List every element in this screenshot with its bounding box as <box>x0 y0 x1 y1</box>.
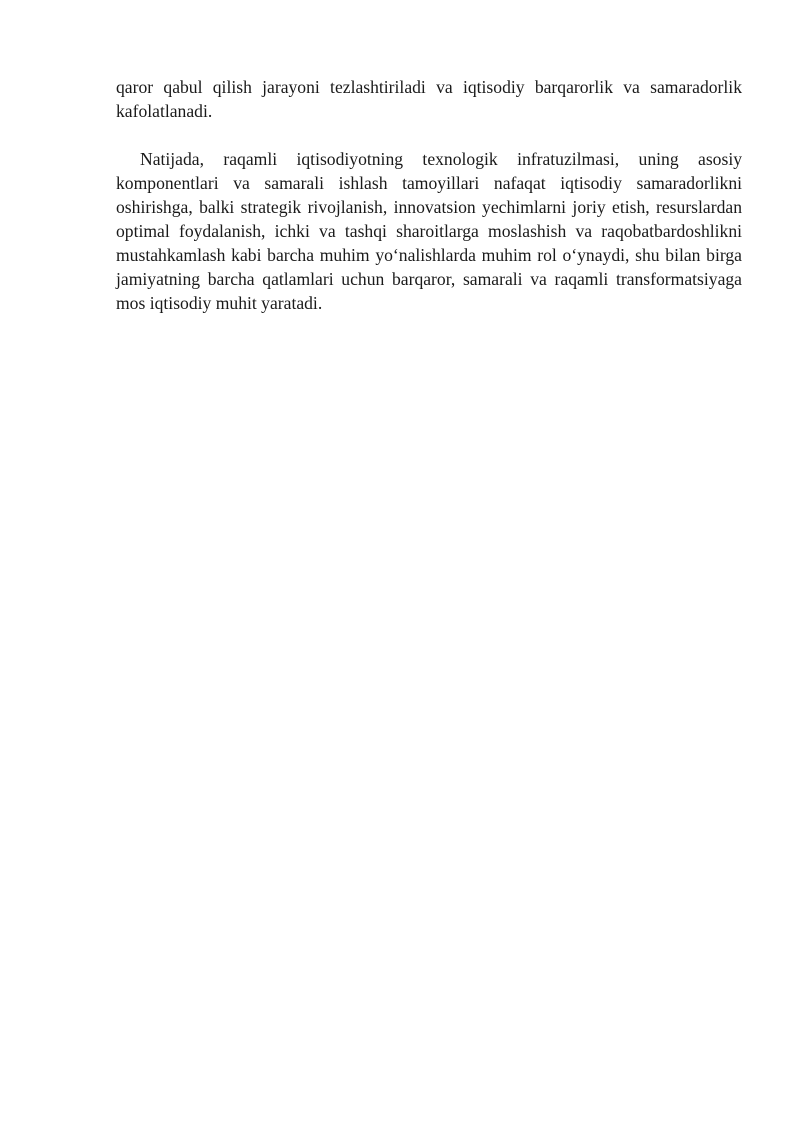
paragraph-continuation: qaror qabul qilish jarayoni tezlashtiriladi va iqtisodiy barqarorlik va samaradorlik kafolatlanadi. <box>116 77 742 121</box>
paragraph-conclusion: Natijada, raqamli iqtisodiyotning texnologik infratuzilmasi, uning asosiy komponentlari va samarali ishlash tamoyillari nafaqat iqtisodiy samaradorlikni oshirishga, balki strategik rivojlanish, innovatsion yechimlarni joriy etish, resurslardan optimal foydalanish, ichki va tashqi sharoitlarga moslashish va raqobatbardoshlikni mustahkamlash kabi barcha muhim yo‘nalishlarda muhim rol o‘ynaydi, shu bilan birga jamiyatning barcha qatlamlari uchun barqaror, samarali va raqamli transformatsiyaga mos iqtisodiy muhit yaratadi. <box>116 149 742 313</box>
document-body <box>116 75 742 315</box>
